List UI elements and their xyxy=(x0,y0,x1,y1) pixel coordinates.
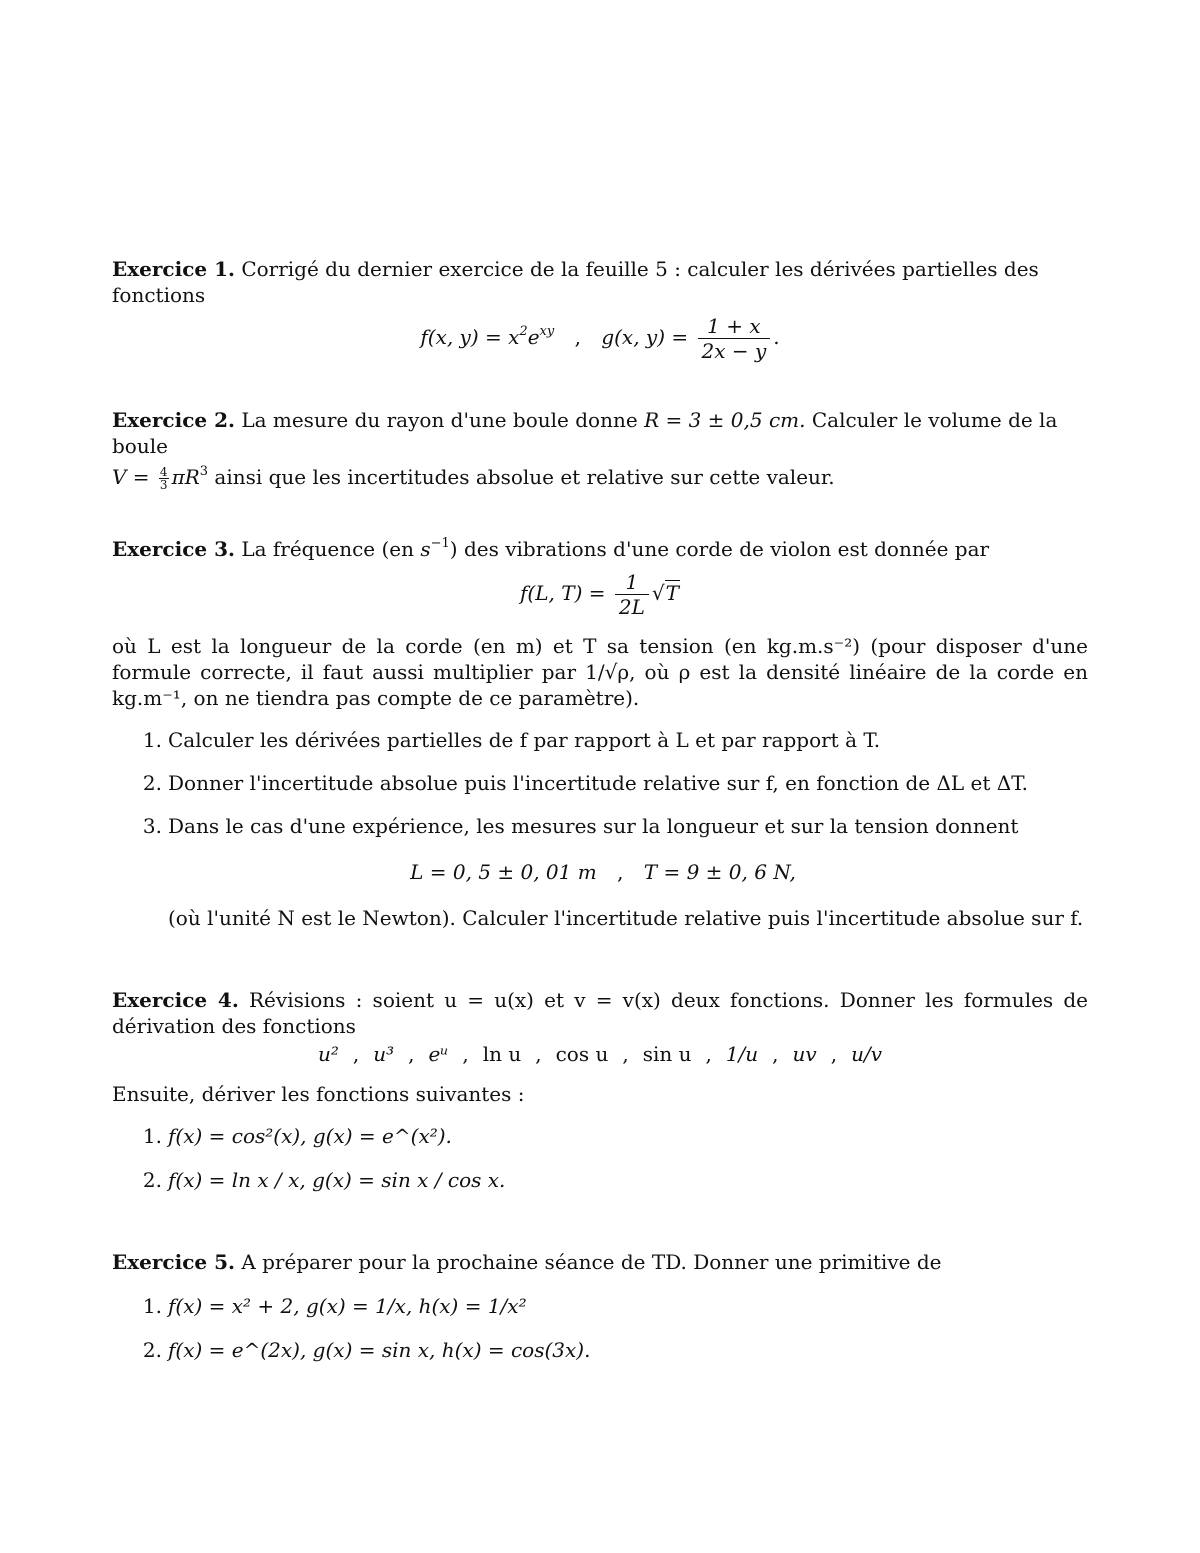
sqrt-radicand: T xyxy=(665,581,679,605)
exercise-3-item-1: Calculer les dérivées partielles de f par rapport à L et par rapport à T. xyxy=(168,728,881,752)
exercise-2-text-2: Calculer le volume de la boule xyxy=(112,408,1058,458)
g-numerator: 1 + x xyxy=(707,314,761,338)
exercise-5-item-1: f(x) = x² + 2, g(x) = 1/x, h(x) = 1/x² xyxy=(168,1294,527,1318)
exercise-3-text-2: ) des vibrations d'une corde de violon est donnée par xyxy=(449,537,990,561)
exercise-3-paragraph: où L est la longueur de la corde (en m) et T sa tension (en kg.m.s⁻²) (pour disposer d'une formule correcte, il faut aussi multiplier par 1/√ρ, où ρ est la densité linéaire de la corde en kg.m⁻¹, on ne tiendra pas compte de ce paramètre). xyxy=(112,634,1088,710)
radius-expression: R = 3 ± 0,5 cm. xyxy=(644,408,806,432)
exercise-4 xyxy=(112,987,1088,1039)
list-item: 1. f(x) = cos²(x), g(x) = e^(x²). xyxy=(112,1123,1088,1149)
exercise-1-formula: f(x, $y) = x^2e^{xy}$ , g(x, y) = $\frac{1 + x}{2x - y}$ . xyxy=(420,314,780,363)
unit-s: s xyxy=(420,537,431,561)
exercise-4-then: Ensuite, dériver les fonctions suivantes : xyxy=(112,1082,525,1106)
unit-exponent: −1 xyxy=(430,536,450,551)
form-item: u/v xyxy=(851,1042,882,1066)
exercise-5 xyxy=(112,1249,1088,1275)
form-item: u² xyxy=(317,1042,339,1066)
list-item: 2. f(x) = e^(2x), g(x) = sin x, h(x) = cos(3x). xyxy=(112,1337,1088,1363)
list-item: 2. Donner l'incertitude absolue puis l'incertitude relative sur f, en fonction de ΔL et ΔT. xyxy=(112,770,1088,796)
measure-tension: T = 9 ± 0, 6 N, xyxy=(643,860,796,884)
exercise-1-text: Corrigé du dernier exercice de la feuille 5 : calculer les dérivées partielles des fonctions xyxy=(112,257,1039,307)
list-item: 2. f(x) = ln x / x, g(x) = sin x / cos x. xyxy=(112,1167,1088,1193)
frequency-lhs: f(L, T) = xyxy=(520,581,606,605)
f-exp-base: e xyxy=(527,325,540,349)
exercise-3-text-1: La fréquence (en xyxy=(241,537,414,561)
exercise-2-text-3: ainsi que les incertitudes absolue et relative sur cette valeur. xyxy=(214,465,835,489)
exercise-3 xyxy=(112,531,1088,562)
document-page xyxy=(112,252,1088,1363)
derivative-forms: u² , u³ , eᵘ , ln u , cos u , sin u , 1/u , uv , u/v xyxy=(317,1042,882,1066)
four-thirds-fraction xyxy=(159,466,169,491)
g-definition: g(x, y) = xyxy=(601,325,689,349)
exercise-4-label: Exercice 4. xyxy=(112,988,239,1012)
exercise-4-list xyxy=(112,1123,1088,1193)
frequency-fraction xyxy=(615,570,649,619)
exercise-3-item-2: Donner l'incertitude absolue puis l'incertitude relative sur f, en fonction de ΔL et ΔT. xyxy=(168,771,1028,795)
g-denominator: 2x − y xyxy=(698,338,771,363)
exercise-2-text-1: La mesure du rayon d'une boule donne xyxy=(241,408,638,432)
exercise-3-label: Exercice 3. xyxy=(112,537,235,561)
form-item: 1/u xyxy=(725,1042,759,1066)
comma-separator: , xyxy=(574,325,581,349)
form-item: u³ xyxy=(373,1042,395,1066)
exercise-4-item-2: f(x) = ln x / x, g(x) = sin x / cos x. xyxy=(168,1168,506,1192)
volume-rhs: πR xyxy=(171,465,200,489)
exercise-1-label: Exercice 1. xyxy=(112,257,235,281)
exercise-3-item-3-text: Dans le cas d'une expérience, les mesures sur la longueur et sur la tension donnent xyxy=(168,814,1019,838)
measure-formula: L = 0, 5 ± 0, 01 m , T = 9 ± 0, 6 N, xyxy=(410,860,796,884)
form-item: uv xyxy=(792,1042,817,1066)
f-exponent-2: xy xyxy=(539,324,555,339)
volume-exponent: 3 xyxy=(199,464,209,479)
exercise-5-label: Exercice 5. xyxy=(112,1250,235,1274)
exercise-3-closing: (où l'unité N est le Newton). Calculer l'incertitude relative puis l'incertitude absolue sur f. xyxy=(168,906,1084,930)
exercise-2-label: Exercice 2. xyxy=(112,408,235,432)
form-item: sin u xyxy=(642,1042,692,1066)
volume-lhs: V = xyxy=(112,465,150,489)
frequency-numerator: 1 xyxy=(625,570,639,594)
exercise-5-text: A préparer pour la prochaine séance de TD. Donner une primitive de xyxy=(241,1250,942,1274)
frequency-formula xyxy=(112,570,1088,619)
four-thirds-numerator: 4 xyxy=(159,465,168,479)
frequency-denominator: 2L xyxy=(615,594,649,619)
exercise-5-item-2: f(x) = e^(2x), g(x) = sin x, h(x) = cos(3x). xyxy=(168,1338,591,1362)
list-item: 1. f(x) = x² + 2, g(x) = 1/x, h(x) = 1/x² xyxy=(112,1293,1088,1319)
measure-length: L = 0, 5 ± 0, 01 m xyxy=(410,860,597,884)
exercise-2 xyxy=(112,407,1088,491)
sqrt-t: √T xyxy=(651,581,679,605)
exercise-4-text: Révisions : soient u = u(x) et v = v(x) deux fonctions. Donner les formules de dérivation des fonctions xyxy=(112,988,1089,1038)
four-thirds-denominator: 3 xyxy=(159,478,168,492)
exercise-3-item-3 xyxy=(168,813,1088,931)
exercise-3-list xyxy=(112,727,1088,931)
exercise-1 xyxy=(112,256,1088,308)
form-item: ln u xyxy=(482,1042,522,1066)
list-item: 1. Calculer les dérivées partielles de f par rapport à L et par rapport à T. xyxy=(112,727,1088,753)
form-item: cos u xyxy=(555,1042,609,1066)
exercise-4-item-1: f(x) = cos²(x), g(x) = e^(x²). xyxy=(168,1124,452,1148)
form-item: eᵘ xyxy=(428,1042,449,1066)
exercise-5-list xyxy=(112,1293,1088,1363)
g-fraction xyxy=(698,314,771,363)
f-definition: f(x, y) = x xyxy=(420,325,520,349)
list-item: 3. Dans le cas d'une expérience, les mesures sur la longueur et sur la tension donnent L = 0, 5 ± 0, 01 m , T = 9 ± 0, 6 N, (où l'unité N est le Newton). Calculer l'incertitude relative puis l'incertitude absolue sur f. xyxy=(112,813,1088,931)
f-exponent-1: 2 xyxy=(519,324,528,339)
